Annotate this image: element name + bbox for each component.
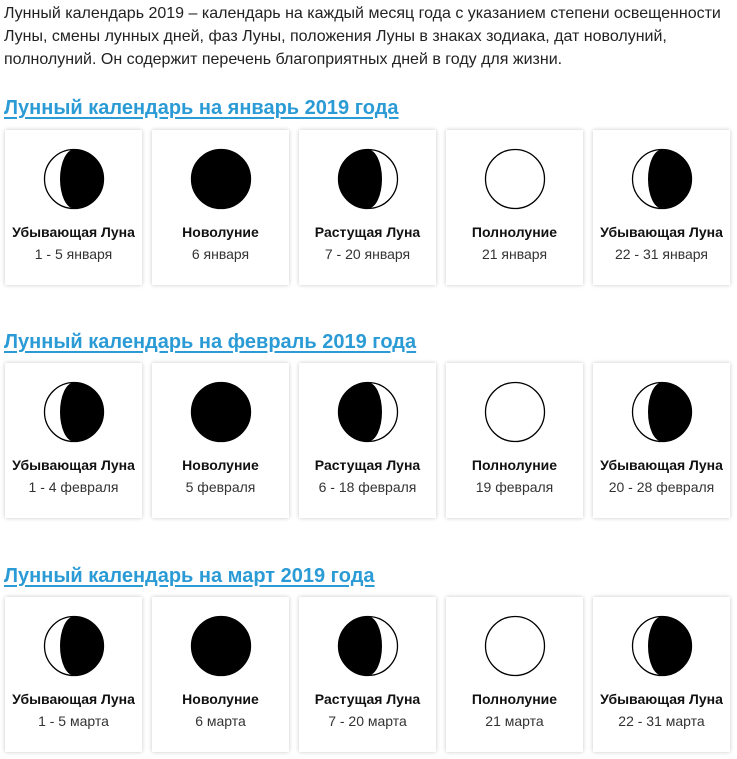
phase-name: Новолуние [182,224,259,240]
waning-moon-icon [631,615,693,677]
phase-name: Полнолуние [471,457,558,473]
phase-name: Растущая Луна [314,457,421,473]
phase-dates: 1 - 5 марта [38,713,109,729]
phase-dates: 1 - 4 февраля [28,479,119,495]
waxing-moon-icon [337,381,399,443]
phase-card [299,597,436,752]
waxing-moon-icon [337,615,399,677]
phase-card [152,597,289,752]
phase-name: Убывающая Луна [12,691,135,707]
full-moon-icon [484,381,546,443]
phase-name: Убывающая Луна [12,457,135,473]
phase-dates: 20 - 28 февраля [608,479,715,495]
waning-moon-icon [631,148,693,210]
phase-card [446,597,583,752]
phase-card [593,130,730,285]
phase-dates: 19 февраля [475,479,554,495]
phase-card [446,130,583,285]
phase-card [593,363,730,518]
phase-name: Новолуние [182,457,259,473]
phase-dates: 21 января [481,246,548,262]
intro-paragraph: Лунный календарь 2019 – календарь на каждый месяц года с указанием степени освещенности Луны, смены лунных дней, фаз Луны, положения Луны в знаках зодиака, дат новолуний, полнолуний. Он содержит перечень благоприятных дней в году для жизни. [4,5,721,68]
phase-dates: 5 февраля [185,479,256,495]
waning-moon-icon [43,381,105,443]
month-title-march[interactable]: Лунный календарь на март 2019 года [4,565,375,587]
phase-card [446,363,583,518]
phase-cards-january [5,130,737,285]
phase-cards-february [5,363,737,518]
waxing-moon-icon [337,148,399,210]
waning-moon-icon [43,148,105,210]
phase-name: Новолуние [182,691,259,707]
month-title-february[interactable]: Лунный календарь на февраль 2019 года [4,331,417,353]
waning-moon-icon [43,615,105,677]
new-moon-icon [190,381,252,443]
phase-card [5,363,142,518]
new-moon-icon [190,148,252,210]
phase-card [152,363,289,518]
full-moon-icon [484,615,546,677]
phase-dates: 22 - 31 марта [618,713,705,729]
phase-dates: 7 - 20 марта [328,713,407,729]
phase-card [5,130,142,285]
phase-dates: 6 - 18 февраля [318,479,417,495]
full-moon-icon [484,148,546,210]
phase-dates: 21 марта [485,713,544,729]
phase-card [299,130,436,285]
phase-dates: 1 - 5 января [34,246,113,262]
phase-name: Растущая Луна [314,691,421,707]
phase-name: Убывающая Луна [600,691,723,707]
phase-dates: 22 - 31 января [614,246,709,262]
phase-name: Полнолуние [471,691,558,707]
month-title-january[interactable]: Лунный календарь на январь 2019 года [4,97,399,119]
phase-card [5,597,142,752]
phase-name: Растущая Луна [314,224,421,240]
phase-dates: 7 - 20 января [324,246,411,262]
waning-moon-icon [631,381,693,443]
phase-dates: 6 марта [195,713,246,729]
phase-dates: 6 января [191,246,250,262]
new-moon-icon [190,615,252,677]
phase-name: Убывающая Луна [600,224,723,240]
phase-name: Полнолуние [471,224,558,240]
phase-name: Убывающая Луна [600,457,723,473]
phase-card [152,130,289,285]
phase-cards-march [5,597,737,752]
phase-name: Убывающая Луна [12,224,135,240]
phase-card [299,363,436,518]
phase-card [593,597,730,752]
